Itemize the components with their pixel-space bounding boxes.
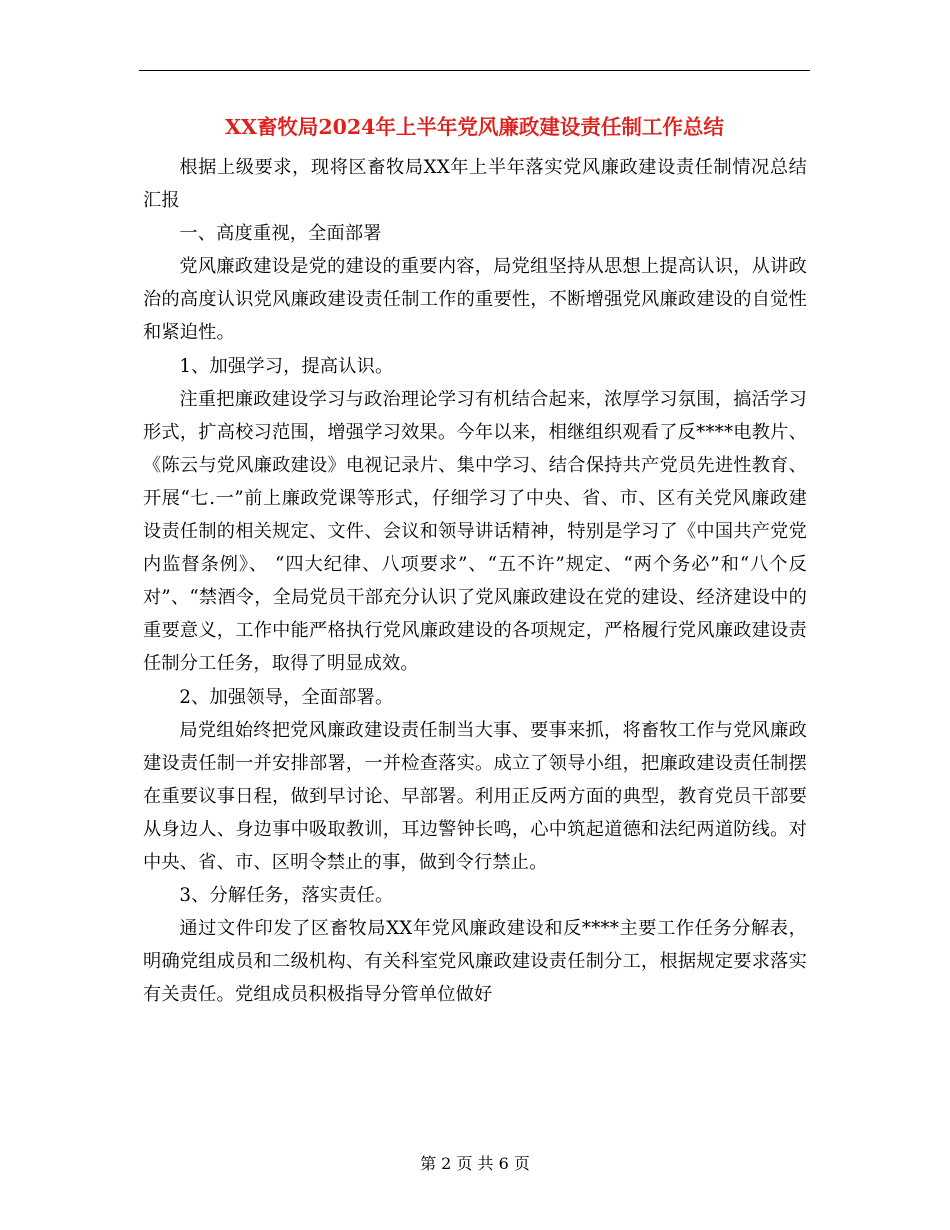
document-title: XX畜牧局2024年上半年党风廉政建设责任制工作总结: [225, 115, 724, 139]
header-rule: [139, 70, 810, 71]
section-heading: 一、高度重视，全面部署: [179, 223, 382, 245]
page-number-footer: 第 2 页 共 6 页: [420, 1154, 530, 1173]
body-paragraph: 根据上级要求，现将区畜牧局XX年上半年落实党风廉政建设责任制情况总结汇报: [143, 157, 807, 212]
body-paragraph: 局党组始终把党风廉政建设责任制当大事、要事来抓，将畜牧工作与党风廉政建设责任制一并安排部署，一并检查落实。成立了领导小组，把廉政建设责任制摆在重要议事日程，做到早讨论、早部署。利用正反两方面的典型，教育党员干部要从身边人、身边事中吸取教训，耳边警钟长鸣，心中筑起道德和法纪两道防线。对中央、省、市、区明令禁止的事，做到令行禁止。: [143, 719, 807, 873]
subsection-heading: 1、加强学习，提高认识。: [179, 355, 394, 377]
body-paragraph: 通过文件印发了区畜牧局XX年党风廉政建设和反****主要工作任务分解表，明确党组成员和二级机构、有关科室党风廉政建设责任制分工，根据规定要求落实有关责任。党组成员积极指导分管单位做好: [143, 918, 807, 1006]
document-body: [143, 151, 807, 1011]
subsection-heading: 3、分解任务，落实责任。: [179, 885, 394, 907]
body-paragraph: 党风廉政建设是党的建设的重要内容，局党组坚持从思想上提高认识，从讲政治的高度认识党风廉政建设责任制工作的重要性，不断增强党风廉政建设的自觉性和紧迫性。: [143, 256, 807, 344]
body-paragraph: 注重把廉政建设学习与政治理论学习有机结合起来，浓厚学习氛围，搞活学习形式，扩高校习范围，增强学习效果。今年以来，相继组织观看了反****电教片、《陈云与党风廉政建设》电视记录片、集中学习、结合保持共产党员先进性教育、开展“七.一”前上廉政党课等形式，仔细学习了中央、省、市、区有关党风廉政建设责任制的相关规定、文件、会议和领导讲话精神，特别是学习了《中国共产党党内监督条例》、 “四大纪律、八项要求”、“五不许”规定、“两个务必”和“八个反对”、“禁酒令，全局党员干部充分认识了党风廉政建设在党的建设、经济建设中的重要意义，工作中能严格执行党风廉政建设的各项规定，严格履行党风廉政建设责任制分工任务，取得了明显成效。: [143, 388, 807, 675]
subsection-heading: 2、加强领导，全面部署。: [179, 686, 394, 708]
